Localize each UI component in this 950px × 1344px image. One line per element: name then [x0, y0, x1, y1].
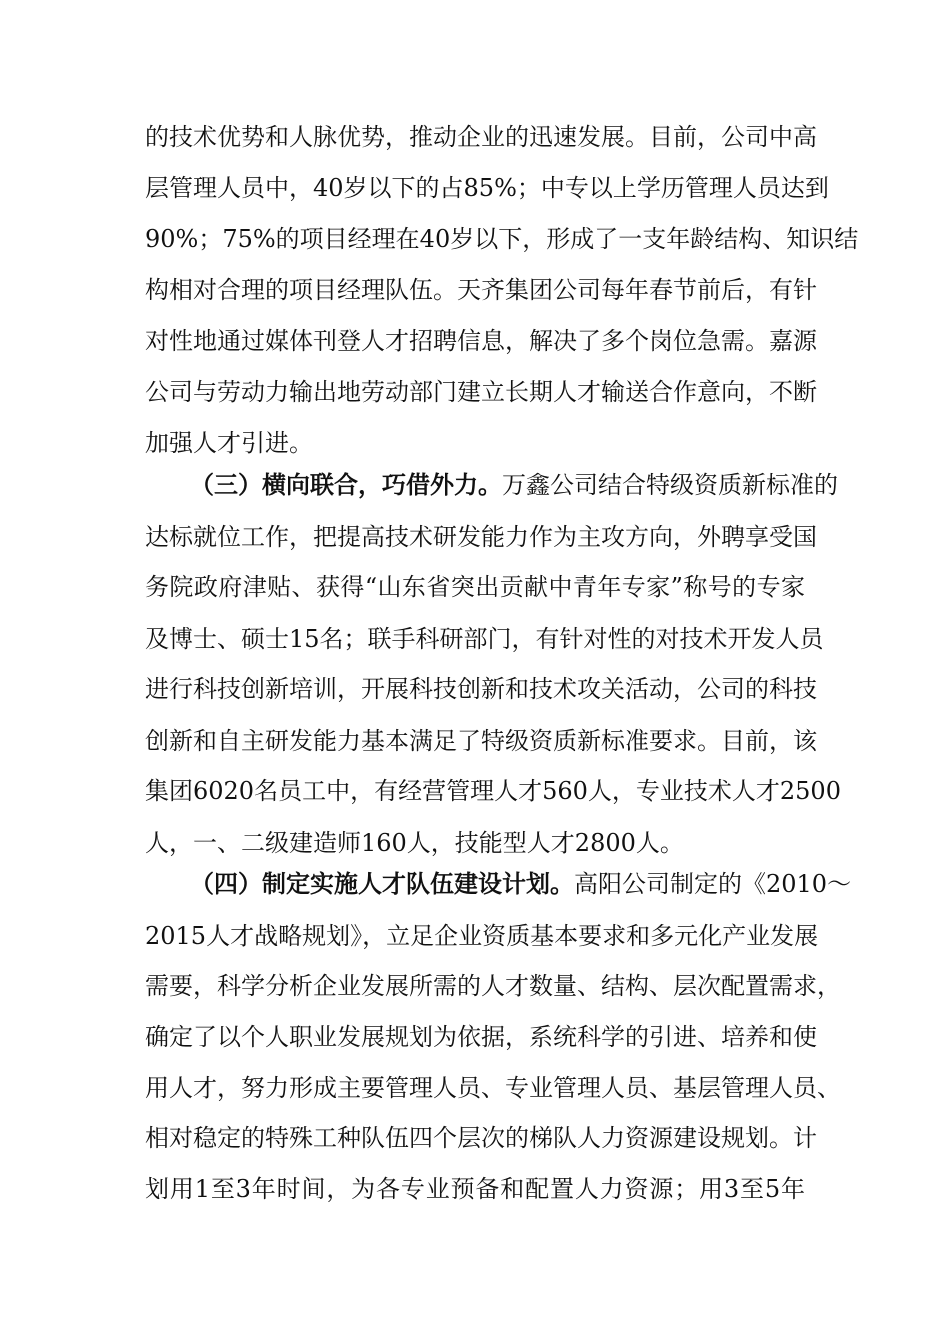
section-heading: （三）横向联合，巧借外力。: [190, 470, 502, 499]
paragraph-line: 需要，科学分析企业发展所需的人才数量、结构、层次配置需求，: [145, 972, 841, 1000]
paragraph-line: 对性地通过媒体刊登人才招聘信息，解决了多个岗位急需。嘉源: [145, 327, 817, 355]
paragraph-first-line: [190, 861, 852, 907]
paragraph-line: 人，一、二级建造师160人，技能型人才2800人。: [145, 829, 684, 857]
paragraph-line: 划用1至3年时间，为各专业预备和配置人力资源；用3至5年: [145, 1175, 805, 1203]
paragraph-first-line: [190, 462, 838, 508]
paragraph-line: 及博士、硕士15名；联手科研部门，有针对性的对技术开发人员: [145, 625, 824, 653]
paragraph-line: 创新和自主研发能力基本满足了特级资质新标准要求。目前，该: [145, 727, 817, 755]
paragraph-line: 进行科技创新培训，开展科技创新和技术攻关活动，公司的科技: [145, 675, 817, 703]
paragraph-line: 用人才，努力形成主要管理人员、专业管理人员、基层管理人员、: [145, 1074, 841, 1102]
paragraph-line: 达标就位工作，把提高技术研发能力作为主攻方向，外聘享受国: [145, 523, 817, 551]
paragraph-line: 集团6020名员工中，有经营管理人才560人，专业技术人才2500: [145, 777, 841, 805]
paragraph-line: 公司与劳动力输出地劳动部门建立长期人才输送合作意向，不断: [145, 378, 817, 406]
paragraph-line: 的技术优势和人脉优势，推动企业的迅速发展。目前，公司中高: [145, 123, 817, 151]
paragraph-line: 构相对合理的项目经理队伍。天齐集团公司每年春节前后，有针: [145, 276, 817, 304]
paragraph-line: 务院政府津贴、获得“山东省突出贡献中青年专家”称号的专家: [145, 573, 805, 601]
section-heading: （四）制定实施人才队伍建设计划。: [190, 869, 574, 898]
paragraph-text: 高阳公司制定的《2010～: [574, 870, 852, 898]
paragraph-line: 相对稳定的特殊工种队伍四个层次的梯队人力资源建设规划。计: [145, 1124, 817, 1152]
paragraph-line: 加强人才引进。: [145, 429, 313, 457]
paragraph-text: 万鑫公司结合特级资质新标准的: [502, 471, 838, 499]
paragraph-line: 层管理人员中，40岁以下的占85%；中专以上学历管理人员达到: [145, 174, 829, 202]
paragraph-line: 2015人才战略规划》，立足企业资质基本要求和多元化产业发展: [145, 922, 819, 950]
paragraph-line: 确定了以个人职业发展规划为依据，系统科学的引进、培养和使: [145, 1023, 817, 1051]
paragraph-line: 90%；75%的项目经理在40岁以下，形成了一支年龄结构、知识结: [145, 225, 859, 253]
